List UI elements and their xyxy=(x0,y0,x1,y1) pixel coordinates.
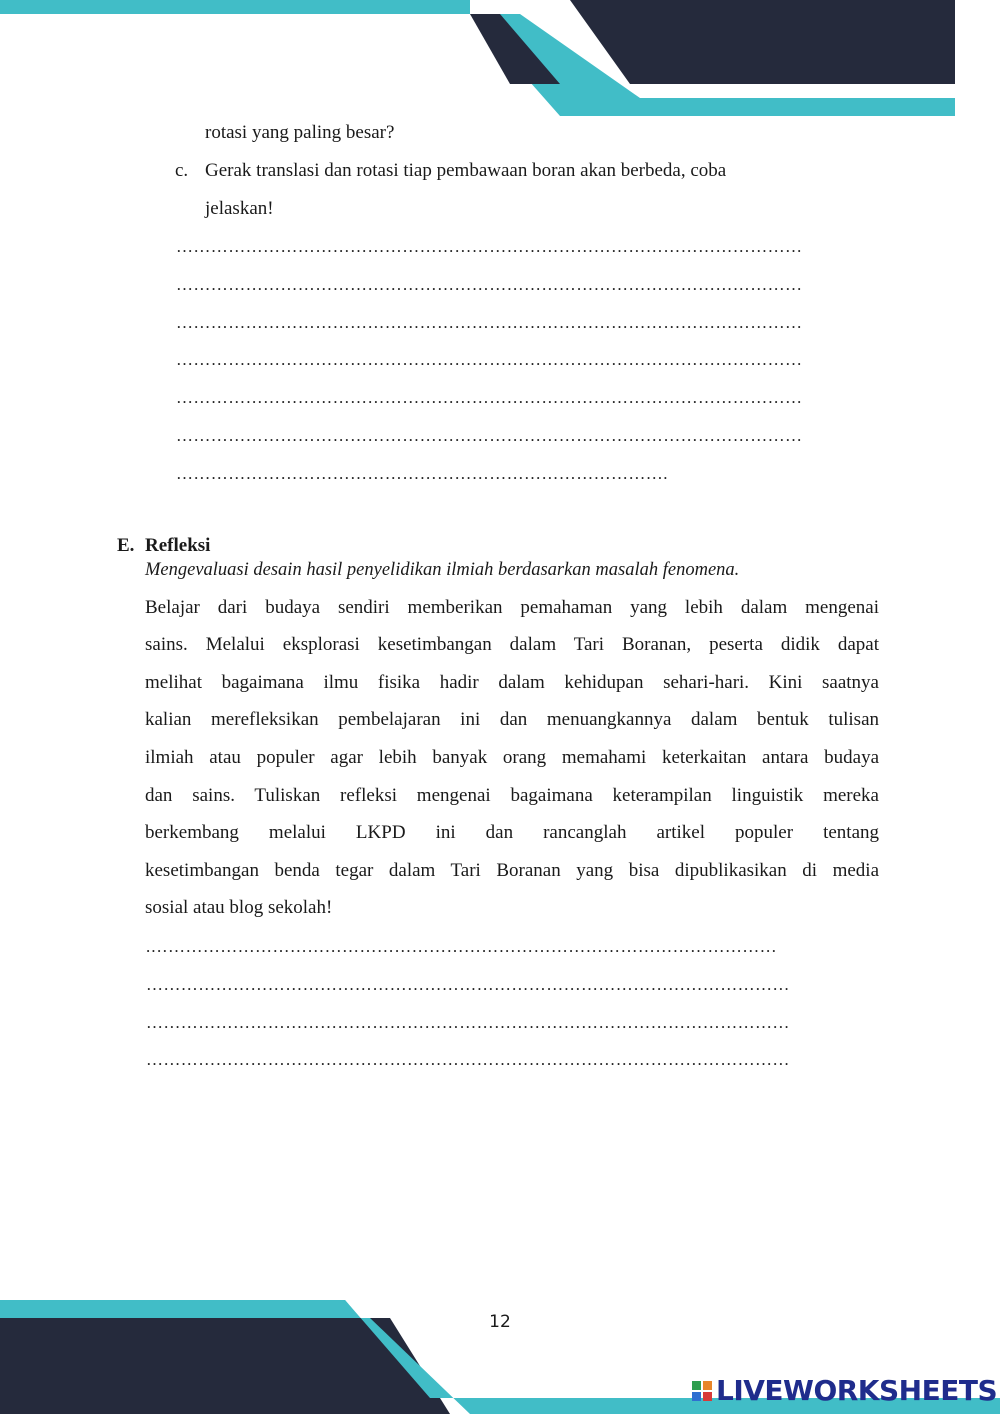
paragraph-line: kalian merefleksikan pembelajaran ini dan menuangkannya dalam bentuk tulisan xyxy=(145,709,879,730)
question-c-text-line1: Gerak translasi dan rotasi tiap pembawaan boran akan berbeda, coba xyxy=(205,160,727,181)
header-teal-stripe-left xyxy=(0,0,470,14)
section-letter: E. xyxy=(117,535,135,556)
paragraph-line: Belajar dari budaya sendiri memberikan pemahaman yang lebih dalam mengenai xyxy=(145,597,879,618)
answer-line[interactable]: ……………………………………………………………………………………………… xyxy=(176,350,803,369)
header-decoration xyxy=(0,0,1000,130)
answer-line[interactable]: ……………………………………………………………………………………………… xyxy=(176,237,803,256)
logo-tiles-icon xyxy=(692,1381,712,1401)
answer-line[interactable]: ……………………………………………………………………………………………… xyxy=(176,275,803,294)
answer-line[interactable]: ……………………………………………………………………………………………… xyxy=(176,313,803,332)
answer-line[interactable]: …………………………………………………………………………. xyxy=(176,464,668,483)
brand-name: LIVEWORKSHEETS xyxy=(716,1374,998,1407)
liveworksheets-logo[interactable] xyxy=(692,1374,997,1407)
page-number: 12 xyxy=(489,1312,511,1332)
question-c-text-line2: jelaskan! xyxy=(205,198,274,219)
section-subtitle: Mengevaluasi desain hasil penyelidikan ilmiah berdasarkan masalah fenomena. xyxy=(145,560,740,580)
question-b-continuation: rotasi yang paling besar? xyxy=(205,122,395,143)
paragraph-line: sains. Melalui eksplorasi kesetimbangan dalam Tari Boranan, peserta didik dapat xyxy=(145,634,879,655)
reflection-answer-line[interactable]: ………………………………………………………………………………………………… xyxy=(146,1013,790,1032)
paragraph-line: dan sains. Tuliskan refleksi mengenai bagaimana keterampilan linguistik mereka xyxy=(145,785,879,806)
paragraph-line: ilmiah atau populer agar lebih banyak orang memahami keterkaitan antara budaya xyxy=(145,747,879,768)
answer-line[interactable]: ……………………………………………………………………………………………… xyxy=(176,388,803,407)
paragraph-line: berkembang melalui LKPD ini dan rancanglah artikel populer tentang xyxy=(145,822,879,843)
reflection-answer-line[interactable]: .……………………………………………………………………………………………… xyxy=(146,937,778,956)
question-c-marker: c. xyxy=(175,160,189,181)
paragraph-line: sosial atau blog sekolah! xyxy=(145,897,333,918)
reflection-answer-line[interactable]: ………………………………………………………………………………………………… xyxy=(146,975,790,994)
header-navy-block xyxy=(570,0,955,84)
answer-line[interactable]: ……………………………………………………………………………………………… xyxy=(176,426,803,445)
reflection-answer-line[interactable]: ………………………………………………………………………………………………… xyxy=(146,1050,790,1069)
paragraph-line: melihat bagaimana ilmu fisika hadir dalam kehidupan sehari-hari. Kini saatnya xyxy=(145,672,879,693)
section-title: Refleksi xyxy=(145,535,211,556)
paragraph-line: kesetimbangan benda tegar dalam Tari Boranan yang bisa dipublikasikan di media xyxy=(145,860,879,881)
